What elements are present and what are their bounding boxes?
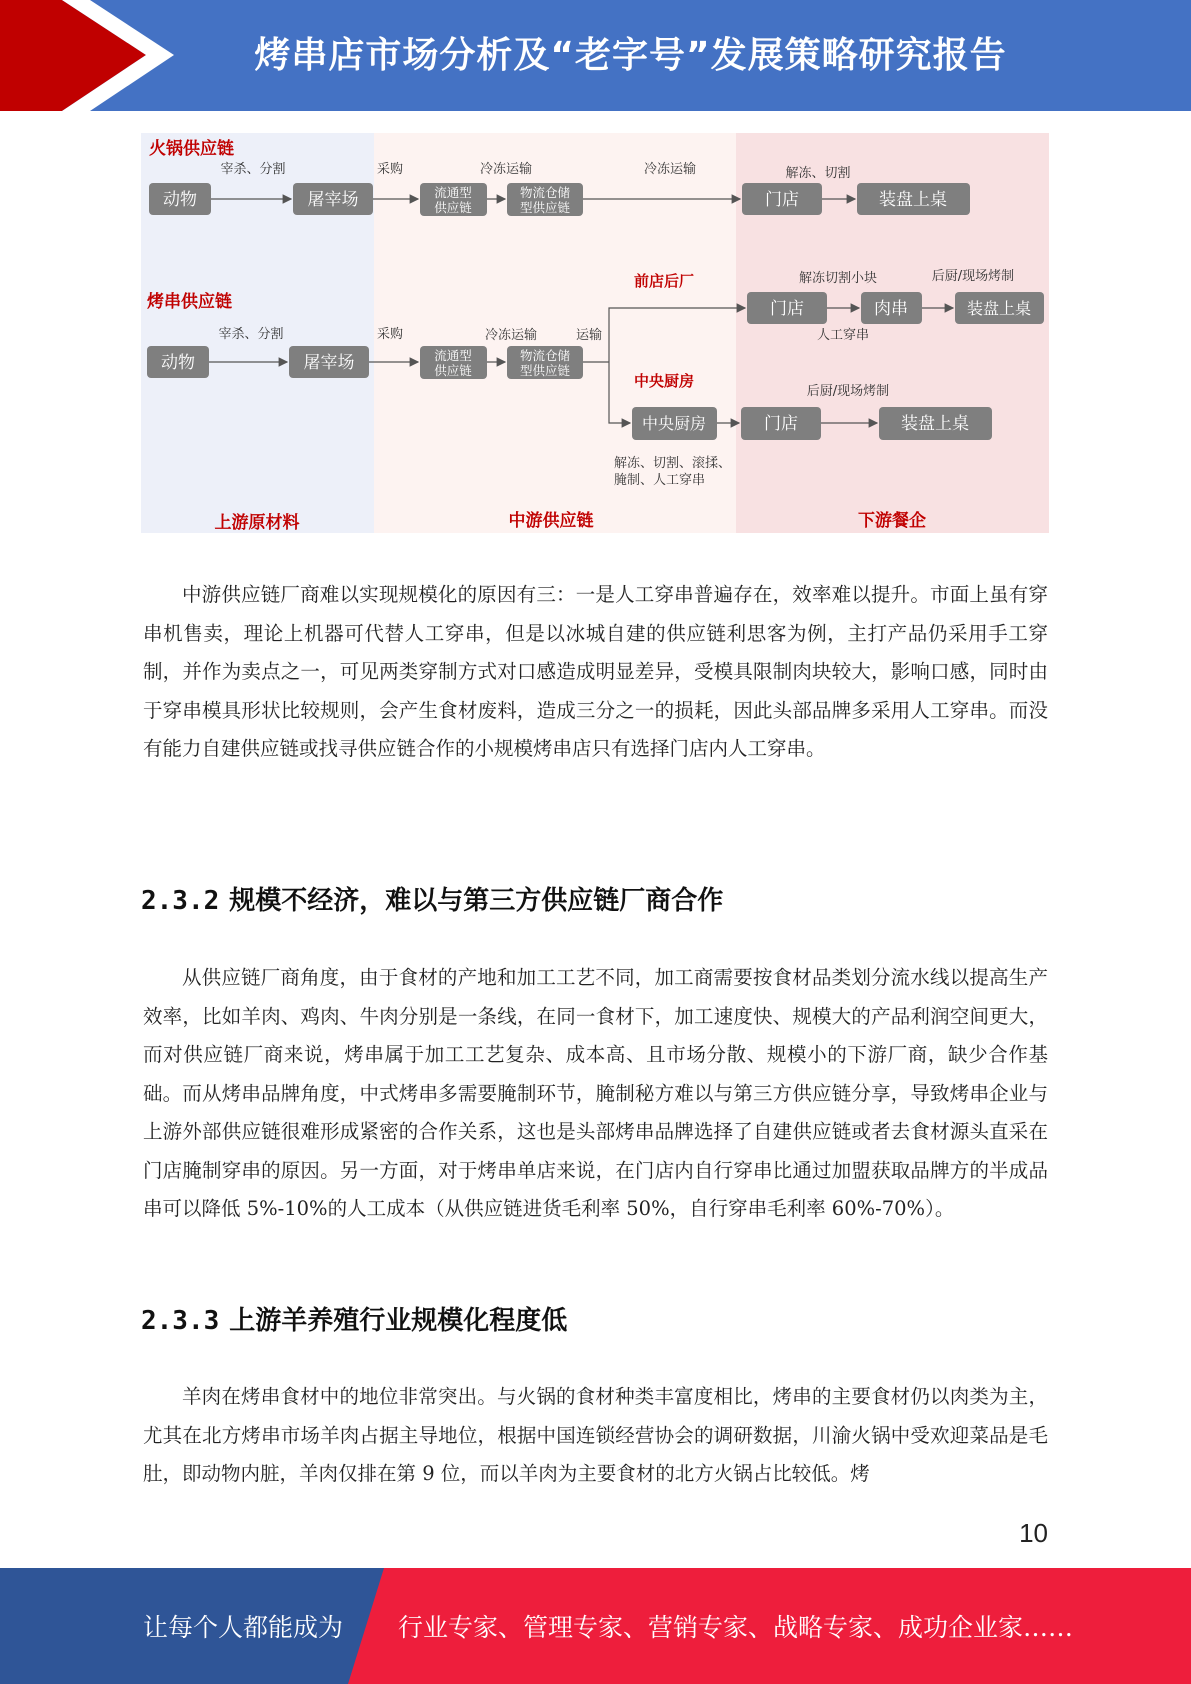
skewer-edge-slaughter-label: 宰杀、分割 xyxy=(218,327,284,342)
skewer-edge-manual-label: 人工穿串 xyxy=(816,328,870,343)
skewer-edge-cold-label: 冷冻运输 xyxy=(484,328,538,343)
skewer-node-circulation-line2: 供应链 xyxy=(434,363,472,378)
hotpot-node-circulation-line2: 供应链 xyxy=(434,200,472,215)
hotpot-edge-thaw-label: 解冻、切割 xyxy=(785,166,851,181)
supply-chain-diagram xyxy=(141,133,1049,533)
skewer-edge-thaw-small-label: 解冻切割小块 xyxy=(798,271,878,286)
skewer-edge-grill2-label: 后厨/现场烤制 xyxy=(806,384,890,399)
paragraph-1-text: 中游供应链厂商难以实现规模化的原因有三：一是人工穿串普遍存在，效率难以提升。市面上虽有穿串机售卖，理论上机器可代替人工穿串，但是以冰城自建的供应链利思客为例，主打产品仍采用手工穿制，并作为卖点之一，可见两类穿制方式对口感造成明显差异，受模具限制肉块较大，影响口感，同时由于穿串模具形状比较规则，会产生食材废料，造成三分之一的损耗，因此头部品牌多采用人工穿串。而没有能力自建供应链或找寻供应链合作的小规模烤串店只有选择门店内人工穿串。 xyxy=(143,583,1048,760)
skewer-node-animal-label: 动物 xyxy=(161,353,195,373)
section-label-downstream: 下游餐企 xyxy=(858,511,926,531)
skewer-branch-front-label: 前店后厂 xyxy=(634,272,695,290)
hotpot-edge-cold2-label: 冷冻运输 xyxy=(643,162,697,177)
paragraph-2-text: 从供应链厂商角度，由于食材的产地和加工工艺不同，加工商需要按食材品类划分流水线以提高生产效率，比如羊肉、鸡肉、牛肉分别是一条线，在同一食材下，加工速度快、规模大的产品利润空间更大，而对供应链厂商来说，烤串属于加工工艺复杂、成本高、且市场分散、规模小的下游厂商，缺少合作基础。而从烤串品牌角度，中式烤串多需要腌制环节，腌制秘方难以与第三方供应链分享，导致烤串企业与上游外部供应链很难形成紧密的合作关系，这也是头部烤串品牌选择了自建供应链或者去食材源头直采在门店腌制穿串的原因。另一方面，对于烤串单店来说，在门店内自行穿串比通过加盟获取品牌方的半成品串可以降低 5%-10%的人工成本（从供应链进货毛利率 50%，自行穿串毛利率 60%-70%）。 xyxy=(143,966,1048,1220)
page-number: 10 xyxy=(1019,1518,1048,1548)
section-heading-2-3-2 xyxy=(141,880,723,917)
skewer-node-serve2-label: 装盘上桌 xyxy=(901,414,969,434)
skewer-node-store1-label: 门店 xyxy=(770,299,804,319)
hotpot-node-serve-label: 装盘上桌 xyxy=(879,190,947,210)
hotpot-chain-title: 火锅供应链 xyxy=(149,139,234,159)
skewer-edge-grill1-label: 后厨/现场烤制 xyxy=(931,269,1015,284)
hotpot-edge-cold1-label: 冷冻运输 xyxy=(479,162,533,177)
skewer-node-logistics-line2: 型供应链 xyxy=(519,363,571,378)
paragraph-2 xyxy=(143,959,1048,1229)
hotpot-node-circulation-line1: 流通型 xyxy=(434,185,472,200)
page-header xyxy=(0,0,1191,111)
report-title: 烤串店市场分析及“老字号”发展策略研究报告 xyxy=(254,35,1007,76)
skewer-node-circulation-line1: 流通型 xyxy=(434,348,472,363)
hotpot-node-slaughterhouse-label: 屠宰场 xyxy=(307,190,359,210)
skewer-node-logistics-line1: 物流仓储 xyxy=(519,348,571,363)
skewer-chain-title: 烤串供应链 xyxy=(147,292,232,312)
hotpot-node-logistics-line1: 物流仓储 xyxy=(519,185,571,200)
skewer-edge-purchase-label: 采购 xyxy=(376,327,404,342)
skewer-node-central-kitchen-label: 中央厨房 xyxy=(641,414,707,433)
paragraph-3-text: 羊肉在烤串食材中的地位非常突出。与火锅的食材种类丰富度相比，烤串的主要食材仍以肉类为主，尤其在北方烤串市场羊肉占据主导地位，根据中国连锁经营协会的调研数据，川渝火锅中受欢迎菜品是毛肚，即动物内脏，羊肉仅排在第 9 位，而以羊肉为主要食材的北方火锅占比较低。烤 xyxy=(143,1385,1048,1485)
section-number: 2.3.2 xyxy=(141,886,220,916)
hotpot-edge-slaughter-label: 宰杀、分割 xyxy=(220,162,286,177)
paragraph-3 xyxy=(143,1378,1048,1494)
skewer-branch-central-label: 中央厨房 xyxy=(634,372,695,390)
hotpot-node-animal-label: 动物 xyxy=(163,190,197,210)
section-label-midstream: 中游供应链 xyxy=(508,511,594,531)
skewer-edge-transport-label: 运输 xyxy=(575,328,603,343)
skewer-ck-steps-line2: 腌制、人工穿串 xyxy=(614,473,706,488)
skewer-node-serve1-label: 装盘上桌 xyxy=(966,299,1032,318)
section-heading-text: 规模不经济，难以与第三方供应链厂商合作 xyxy=(229,886,724,916)
section-heading-2-3-3 xyxy=(141,1300,567,1337)
skewer-node-skewer-label: 肉串 xyxy=(874,299,908,319)
footer-slogan-left: 让每个人都能成为 xyxy=(143,1613,344,1642)
section-heading-text: 上游羊养殖行业规模化程度低 xyxy=(229,1306,568,1336)
skewer-node-store2-label: 门店 xyxy=(764,414,798,434)
section-label-upstream: 上游原材料 xyxy=(214,513,300,533)
hotpot-node-logistics-line2: 型供应链 xyxy=(519,200,571,215)
skewer-node-slaughterhouse-label: 屠宰场 xyxy=(303,353,355,373)
hotpot-edge-purchase-label: 采购 xyxy=(376,162,404,177)
hotpot-node-store-label: 门店 xyxy=(765,190,799,210)
paragraph-1 xyxy=(143,576,1048,769)
page-footer xyxy=(0,1568,1191,1684)
section-number: 2.3.3 xyxy=(141,1306,220,1336)
footer-slogan-right: 行业专家、管理专家、营销专家、战略专家、成功企业家…… xyxy=(398,1613,1074,1642)
skewer-ck-steps-line1: 解冻、切割、滚揉、 xyxy=(614,456,732,471)
